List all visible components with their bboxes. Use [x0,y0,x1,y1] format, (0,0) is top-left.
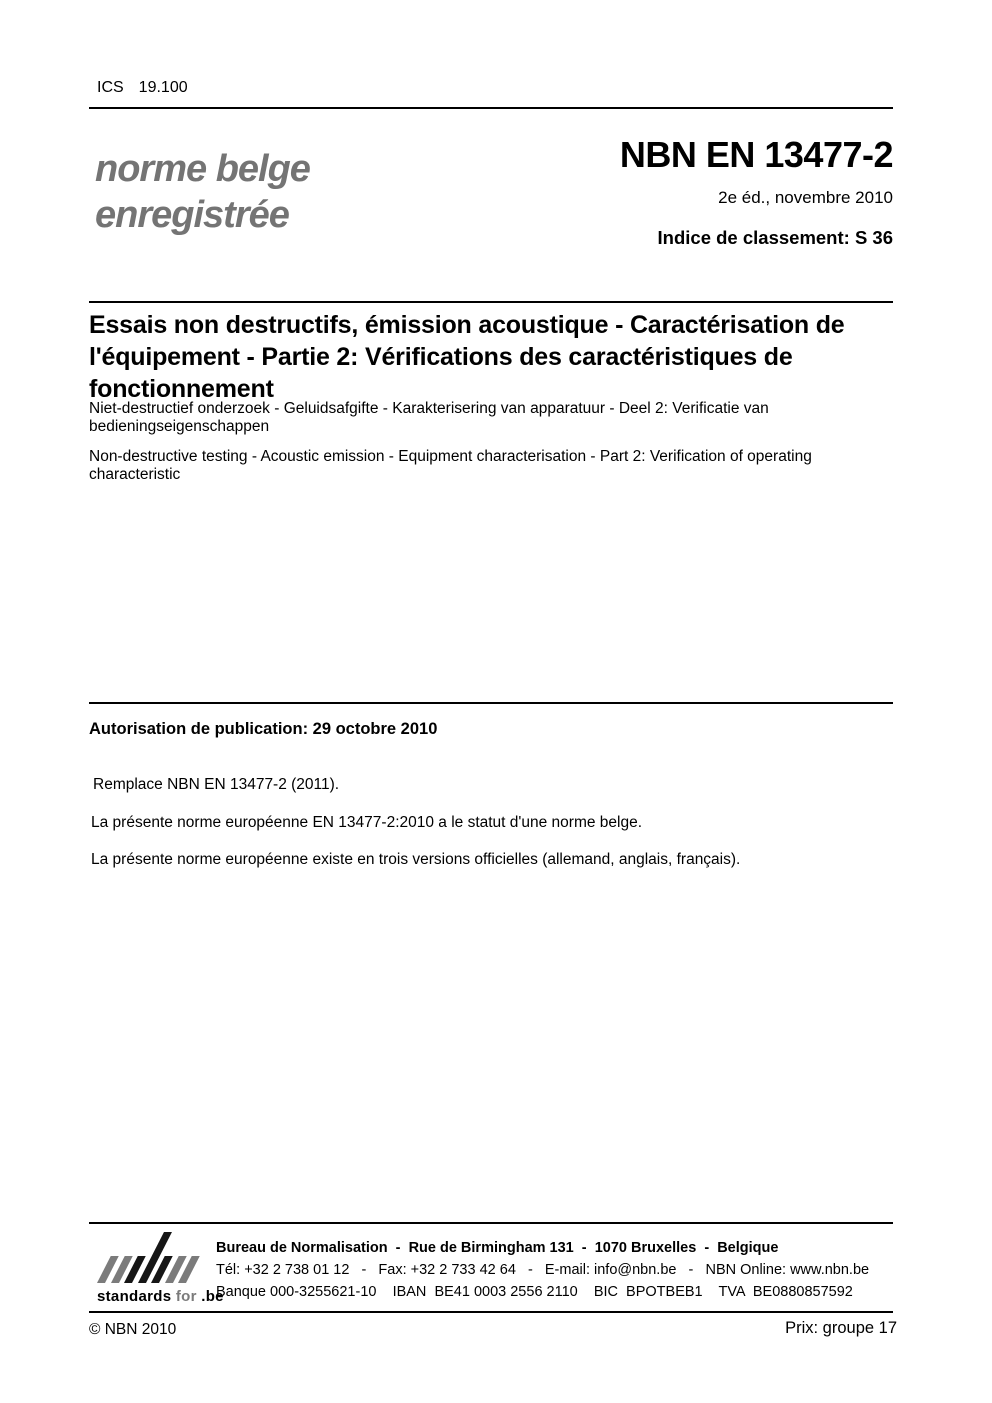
ics-code: 19.100 [138,79,188,96]
copyright-notice: © NBN 2010 [89,1321,177,1338]
nbn-logo-tagline [97,1288,224,1305]
nbn-logo [97,1232,186,1283]
tagline-be: .be [201,1288,224,1305]
header-divider-line [89,107,893,109]
title-divider-line [89,301,893,303]
ics-label: ICS [97,79,124,96]
title-dutch [89,400,769,435]
publication-divider-line [89,702,893,704]
document-type-line1: norme belge [95,148,310,190]
title-english [89,448,812,483]
title-dutch-line2: bedieningseigenschappen [89,417,270,435]
publication-authorization: Autorisation de publication: 29 octobre 2010 [89,720,438,738]
title-french-line2: l'équipement - Partie 2: Vérifications des caractéristiques de [89,343,793,371]
document-type-line2: enregistrée [95,194,289,236]
title-french [89,309,845,405]
footer-address: Bureau de Normalisation - Rue de Birmingham 131 - 1070 Bruxelles - Belgique [216,1240,779,1256]
edition-date: 2e éd., novembre 2010 [718,188,893,207]
tagline-for: for [171,1288,202,1305]
title-dutch-line1: Niet-destructief onderzoek - Geluidsafgifte - Karakterisering van apparatuur - Deel 2: Verificatie van [89,400,769,417]
versions-note: La présente norme européenne existe en trois versions officielles (allemand, anglais, français). [91,851,741,868]
title-french-line3: fonctionnement [89,375,274,403]
title-english-line2: characteristic [89,465,181,483]
standard-number: NBN EN 13477-2 [619,134,893,175]
title-english-line1: Non-destructive testing - Acoustic emission - Equipment characterisation - Part 2: Verification of operating [89,448,812,465]
replacement-note: Remplace NBN EN 13477-2 (2011). [93,776,340,793]
ics-classification [97,79,188,97]
footer-bank-details: Banque 000-3255621-10 IBAN BE41 0003 2556 2110 BIC BPOTBEB1 TVA BE0880857592 [216,1284,853,1300]
footer-top-divider-line [89,1222,893,1224]
classification-index: Indice de classement: S 36 [657,227,893,248]
title-french-line1: Essais non destructifs, émission acoustique - Caractérisation de [89,311,845,339]
tagline-standards: standards [97,1288,172,1305]
document-type-heading [95,146,310,238]
status-note: La présente norme européenne EN 13477-2:2010 a le statut d'une norme belge. [91,814,643,831]
footer-bottom-divider-line [89,1311,893,1313]
price-group: Prix: groupe 17 [785,1319,897,1337]
footer-contact: Tél: +32 2 738 01 12 - Fax: +32 2 733 42 64 - E-mail: info@nbn.be - NBN Online: www.nbn.be [216,1262,870,1278]
